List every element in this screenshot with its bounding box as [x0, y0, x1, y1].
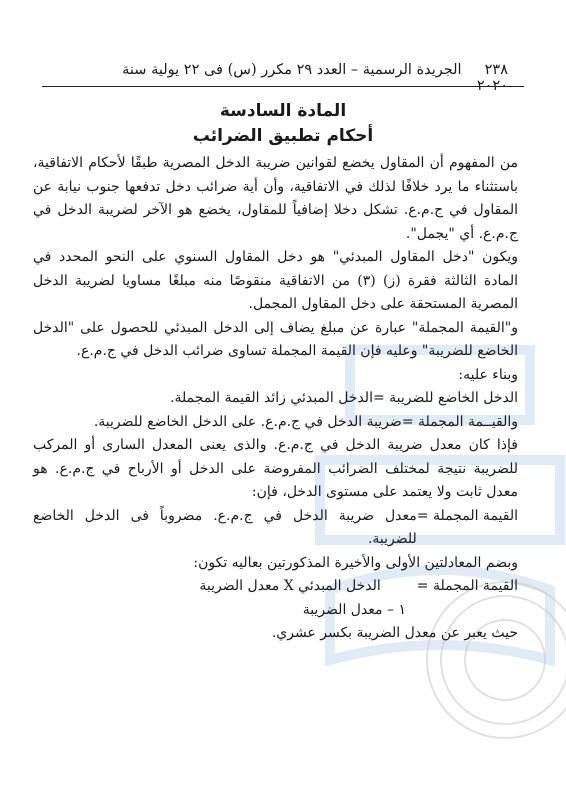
- header-divider: [42, 86, 524, 87]
- paragraph: وبضم المعادلتين الأولى والأخيرة المذكورتين بعاليه تكون:: [193, 554, 518, 571]
- equation-numerator: الدخل المبدئي X معدل الضريبة: [199, 578, 381, 594]
- paragraph: حيث يعبر عن معدل الضريبة بكسر عشري.: [271, 625, 518, 641]
- definition-term: الدخل الخاضع للضريبة =: [372, 390, 518, 406]
- paragraph: وبناء عليه:: [458, 366, 518, 383]
- equation-lhs: القيمة المجملة =: [416, 578, 518, 594]
- paragraph: فإذا كان معدل ضريبة الدخل في ج.م.ع. والذى يعنى المعدل السارى أو المركب للضريبة نتيجة لمختلف الضرائب المفروضة على الدخل أو الأرباح في ج.م.ع. هو معدل ثابت ولا يعتمد على مستوى الدخل، فإن:: [33, 437, 518, 500]
- gazette-title: الجريدة الرسمية – العدد ٢٩ مكرر (س) فى ٢٢ يولية سنة ٢٠٢٠: [122, 62, 508, 94]
- equation-row: [33, 575, 518, 599]
- paragraph: و"القيمة المجملة" عبارة عن مبلغ يضاف إلى الدخل المبدئي للحصول على "الدخل الخاضع للضريبة" وعليه فإن القيمة المجملة تساوى ضرائب الدخل في ج.م.ع.: [33, 319, 518, 359]
- article-title: المادة السادسة: [219, 101, 347, 121]
- equation-denominator: ١ – معدل الضريبة: [302, 601, 406, 618]
- paragraph: من المفهوم أن المقاول يخضع لقوانين ضريبة الدخل المصرية طبقًا لأحكام الاتفاقية، باستثناء ما يرد خلافًا لذلك في الاتفاقية، وأن أية ضرائب دخل تدفعها جنوب نيابة عن المقاول في ج.م.ع. تشكل دخلا إضافياً للمقاول، يخضع هو الآخر لضريبة الدخل في ج.م.ع. أي "يجمل".: [33, 155, 518, 242]
- article-subtitle: أحكام تطبيق الضرائب: [192, 126, 374, 146]
- definition-text: الدخل المبدئي زائد القيمة المجملة.: [170, 390, 373, 406]
- equation-rhs: معدل ضريبة الدخل في ج.م.ع. مضروباً فى الدخل الخاضع للضريبة.: [33, 507, 417, 547]
- paragraph: ويكون "دخل المقاول المبدئي" هو دخل المقاول السنوي على النحو المحدد في المادة الثالثة فقرة (ز) (٣) من الاتفاقية منقوصًا منه مبلغًا مساويا لضريبة الدخل المصرية المستحقة على دخل المقاول المجمل.: [33, 249, 518, 312]
- equation-lhs: القيمة المجملة =: [416, 507, 518, 524]
- document-body: [33, 152, 518, 646]
- article-heading: [60, 98, 506, 148]
- definition-term: والقيــمة المجملة =: [401, 413, 518, 430]
- definition-row: [33, 411, 518, 435]
- page-header: [112, 62, 508, 94]
- page-number: ٢٣٨: [484, 62, 508, 78]
- definition-row: [33, 387, 518, 411]
- equation-row: [33, 505, 518, 552]
- definition-text: ضريبة الدخل في ج.م.ع. على الدخل الخاضع للضريبة.: [93, 413, 402, 430]
